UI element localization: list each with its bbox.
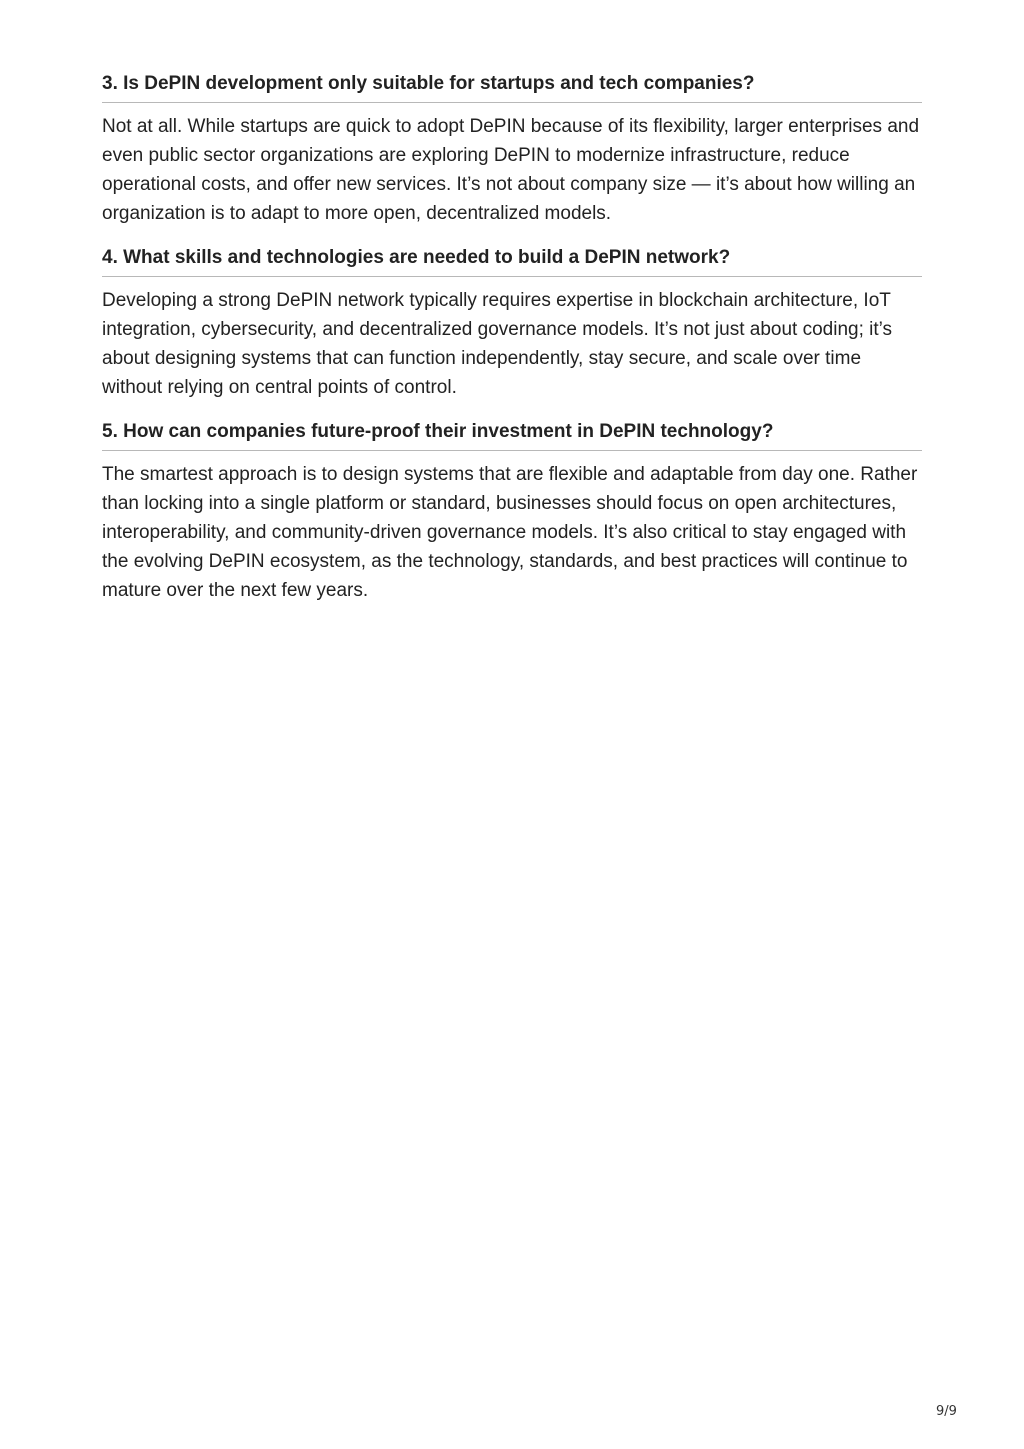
- faq-item-5: [102, 418, 922, 605]
- faq-question: 5. How can companies future-proof their investment in DePIN technology?: [102, 418, 922, 451]
- page-number: 9/9: [936, 1404, 957, 1419]
- page-content: [102, 70, 922, 605]
- faq-answer: Developing a strong DePIN network typically requires expertise in blockchain architecture, IoT integration, cybersecurity, and decentralized governance models. It’s not just about coding; it’s about designing systems that can function independently, stay secure, and scale over time without relying on central points of control.: [102, 290, 893, 398]
- faq-item-3: [102, 70, 922, 228]
- faq-question: 4. What skills and technologies are needed to build a DePIN network?: [102, 244, 922, 277]
- faq-item-4: [102, 244, 922, 402]
- faq-answer: Not at all. While startups are quick to adopt DePIN because of its flexibility, larger enterprises and even public sector organizations are exploring DePIN to modernize infrastructure, reduce operational costs, and offer new services. It’s not about company size — it’s about how willing an organization is to adapt to more open, decentralized models.: [102, 116, 920, 224]
- faq-answer: The smartest approach is to design systems that are flexible and adaptable from day one. Rather than locking into a single platform or standard, businesses should focus on open architectures, interoperability, and community-driven governance models. It’s also critical to stay engaged with the evolving DePIN ecosystem, as the technology, standards, and best practices will continue to mature over the next few years.: [102, 464, 918, 601]
- faq-question: 3. Is DePIN development only suitable for startups and tech companies?: [102, 70, 922, 103]
